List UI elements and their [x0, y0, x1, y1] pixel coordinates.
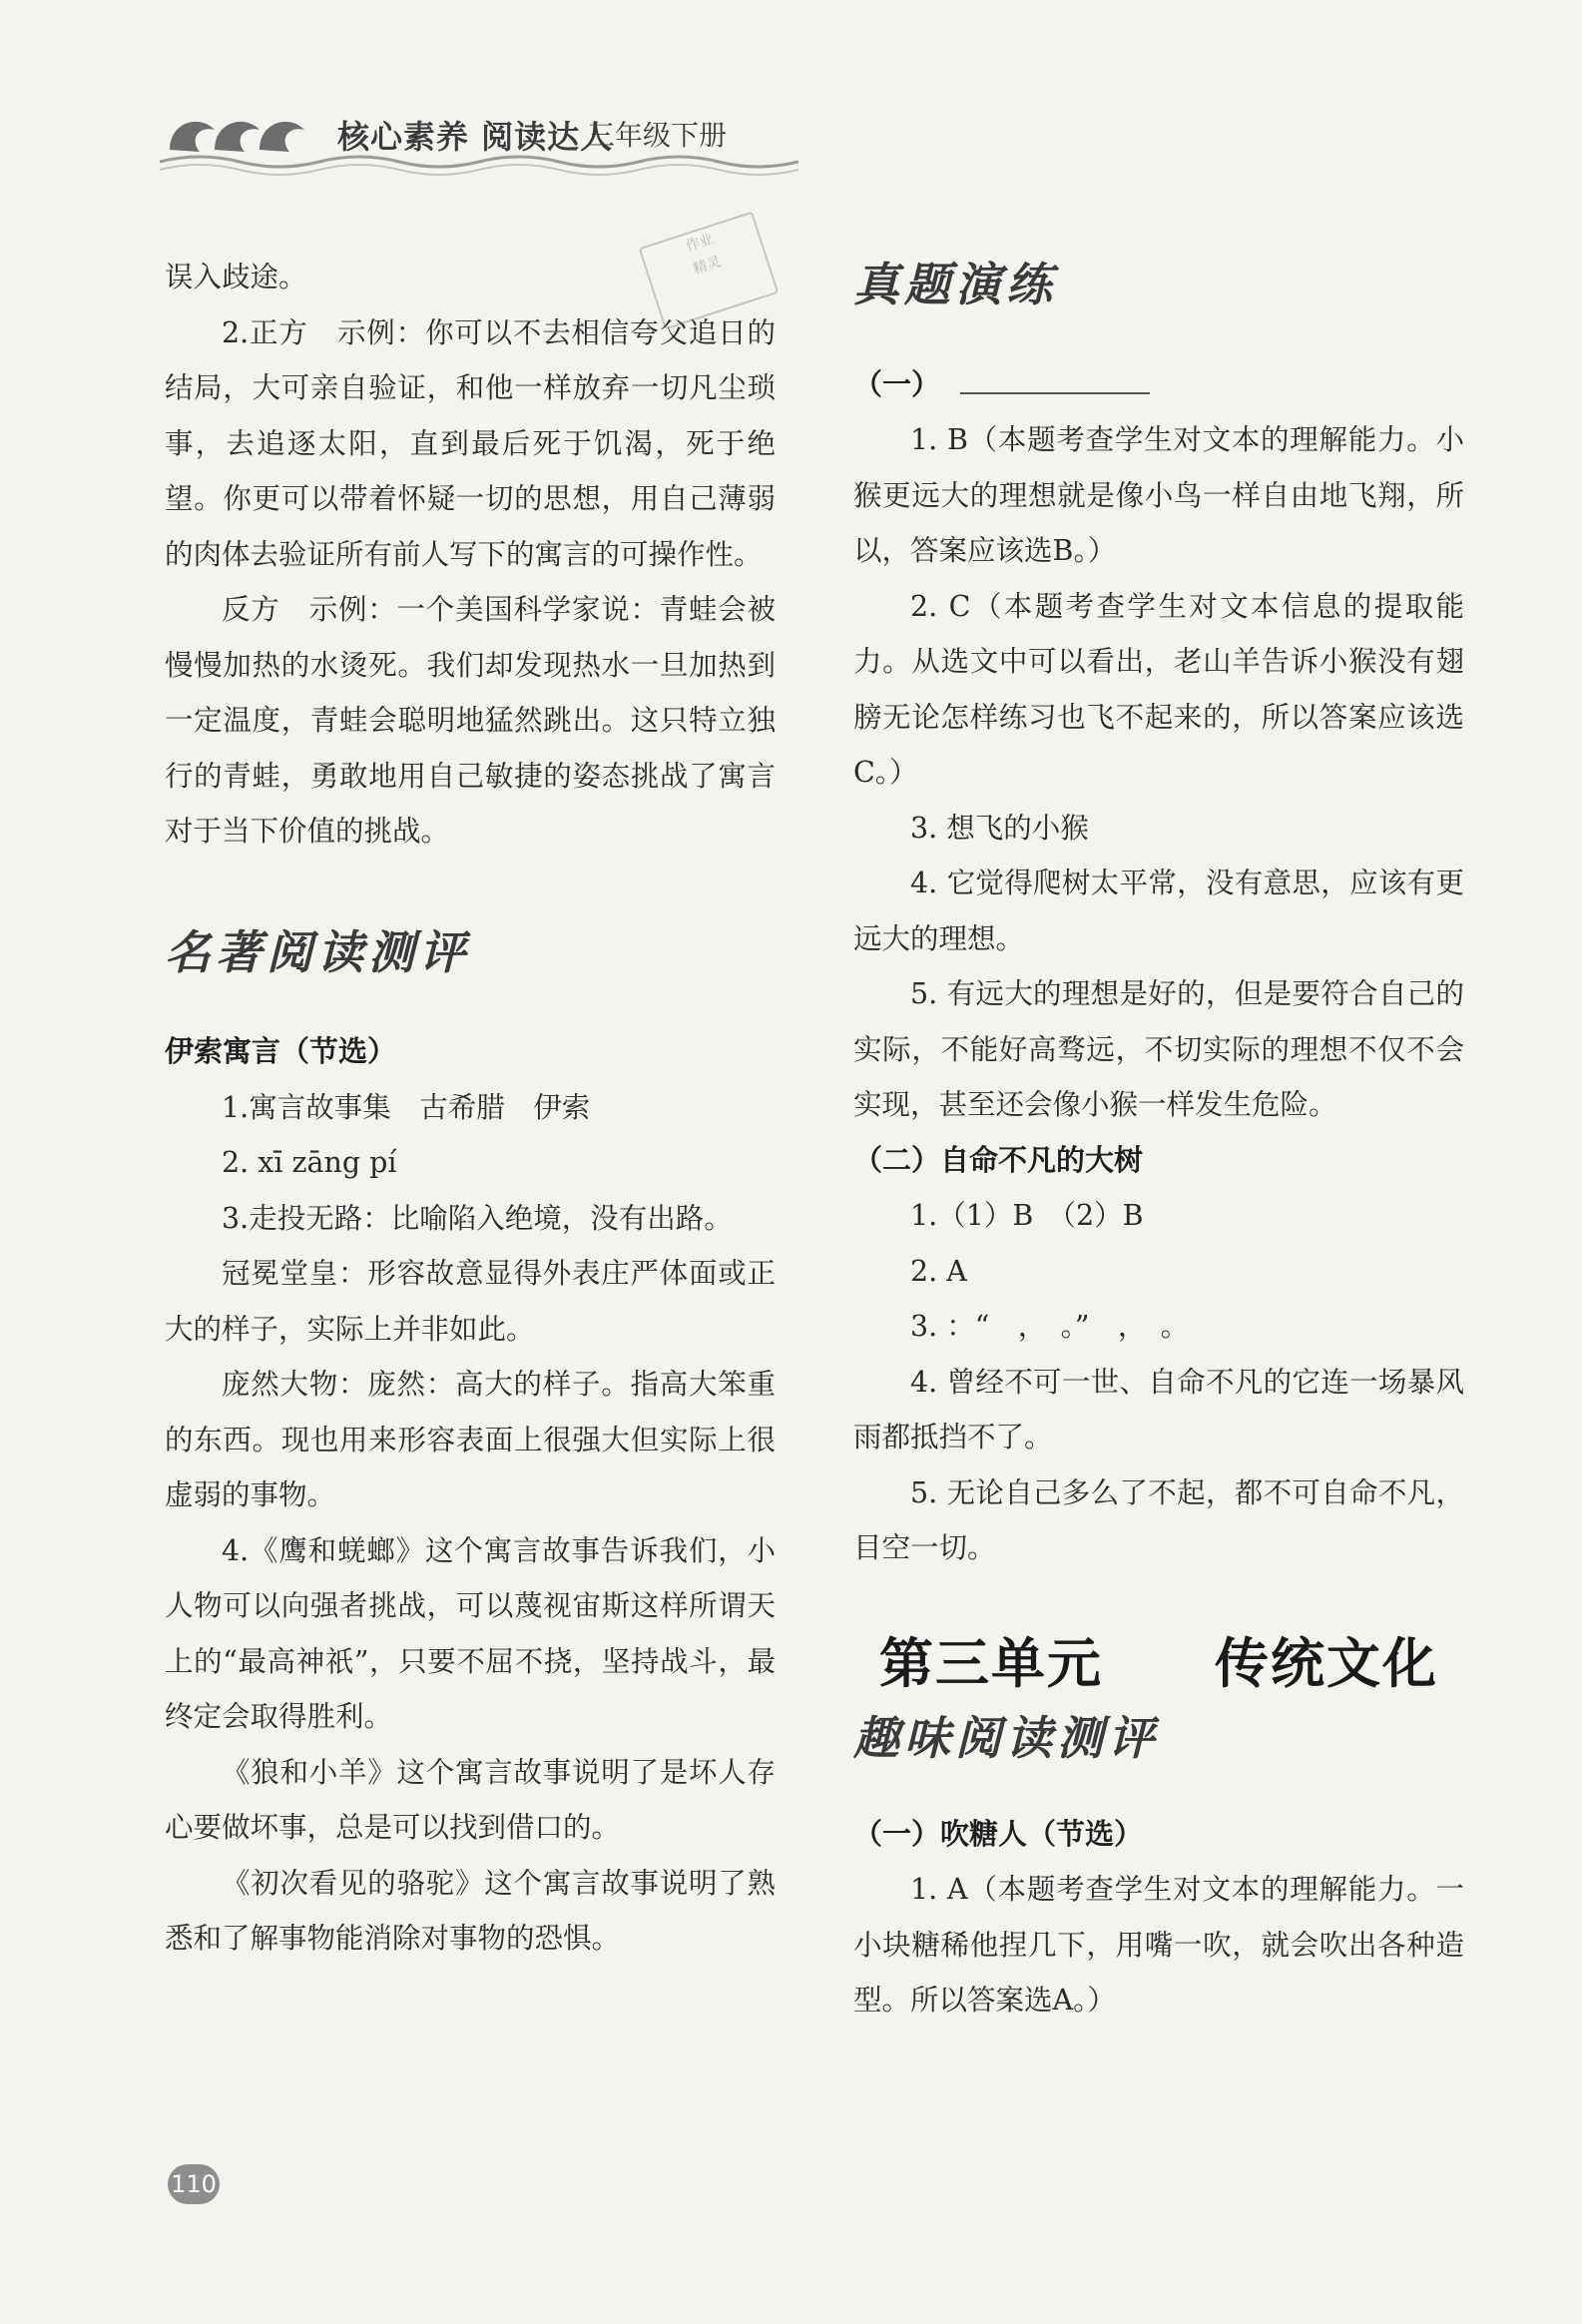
answer-text: 3. 想飞的小猴 [910, 811, 1089, 845]
section-title: 趣味阅读测评 [853, 1711, 1159, 1765]
answer-text: 5. 无论自己多么了不起，都不可自命不凡，目空一切。 [853, 1475, 1464, 1564]
answer-text: 3. ：“ ， 。” ， 。 [910, 1310, 1190, 1343]
right-column [853, 250, 1464, 2029]
answer-text: 1.寓言故事集 古希腊 伊索 [222, 1090, 591, 1124]
answer-text: 《初次看见的骆驼》这个寓言故事说明了熟悉和了解事物能消除对事物的恐惧。 [165, 1866, 776, 1955]
answer-text: 2. A [910, 1254, 967, 1288]
answer-text: 庞然大物：庞然：高大的样子。指高大笨重的东西。现也用来形容表面上很强大但实际上很虚弱的事物。 [165, 1368, 776, 1511]
subsection-title: （一） [853, 357, 1464, 413]
unit-title [879, 1631, 1438, 1695]
header-title: 核心素养 阅读达人 [337, 118, 614, 156]
watermark-stamp: 作业 精灵 [639, 212, 780, 330]
answer-text: 5. 有远大的理想是好的，但是要符合自己的实际，不能好高骛远，不切实际的理想不仅不会实现，甚至还会像小猴一样发生危险。 [853, 977, 1464, 1121]
answer-text: 《狼和小羊》这个寓言故事说明了是坏人存心要做坏事，总是可以找到借口的。 [165, 1755, 776, 1844]
answer-text: 1. B（本题考查学生对文本的理解能力。小猴更远大的理想就是像小鸟一样自由地飞翔，所以，答案应该选B。） [853, 423, 1464, 567]
section-title: 真题演练 [853, 258, 1057, 311]
answer-text: 2. xī zāng pí [222, 1146, 397, 1179]
answer-text: 冠冕堂皇：形容故意显得外表庄严体面或正大的样子，实际上并非如此。 [165, 1257, 776, 1346]
answer-text: 2.正方 示例：你可以不去相信夸父追日的结局，大可亲自验证，和他一样放弃一切凡尘琐事，去追逐太阳，直到最后死于饥渴，死于绝望。你更可以带着怀疑一切的思想，用自己薄弱的肉体去验证所有前人写下的寓言的可操作性。 [165, 315, 776, 571]
subsection-title: （二）自命不凡的大树 [853, 1142, 1144, 1177]
answer-text: 4. 它觉得爬树太平常，没有意思，应该有更远大的理想。 [853, 867, 1464, 955]
answer-text: 1. A（本题考查学生对文本的理解能力。一小块糖稀他捏几下，用嘴一吹，就会吹出各种造型。所以答案选A。） [853, 1873, 1464, 2017]
subsection-title: （一）吹糖人（节选） [853, 1816, 1144, 1851]
answer-text: 4. 曾经不可一世、自命不凡的它连一场暴风雨都抵挡不了。 [853, 1365, 1464, 1453]
section-title: 名著阅读测评 [165, 924, 470, 979]
left-column [165, 250, 776, 1967]
answer-text: 2. C（本题考查学生对文本信息的提取能力。从选文中可以看出，老山羊告诉小猴没有翅膀无论怎样练习也飞不起来的，所以答案应该选C。） [853, 589, 1464, 789]
page-number: 110 [168, 2164, 220, 2204]
unit-name: 传统文化 [1215, 1631, 1438, 1695]
answer-text: 4.《鹰和蜣螂》这个寓言故事告诉我们，小人物可以向强者挑战，可以蔑视宙斯这样所谓天上的“最高神祇”，只要不屈不挠，坚持战斗，最终定会取得胜利。 [165, 1533, 776, 1733]
subsection-title: 伊索寓言（节选） [165, 1034, 397, 1068]
answer-text: 3.走投无路：比喻陷入绝境，没有出路。 [222, 1201, 733, 1235]
answer-blank [960, 362, 1150, 394]
answer-text: 误入歧途。 [165, 261, 307, 293]
unit-number: 第三单元 [879, 1631, 1103, 1695]
page-header [160, 100, 798, 190]
answer-text: 1.（1）B （2）B [910, 1199, 1144, 1232]
answer-text: 反方 示例：一个美国科学家说：青蛙会被慢慢加热的水烫死。我们却发现热水一旦加热到一定温度，青蛙会聪明地猛然跳出。这只特立独行的青蛙，勇敢地用自己敏捷的姿态挑战了寓言对于当下价值的挑战。 [165, 593, 776, 848]
header-grade: 三年级下册 [587, 119, 728, 152]
